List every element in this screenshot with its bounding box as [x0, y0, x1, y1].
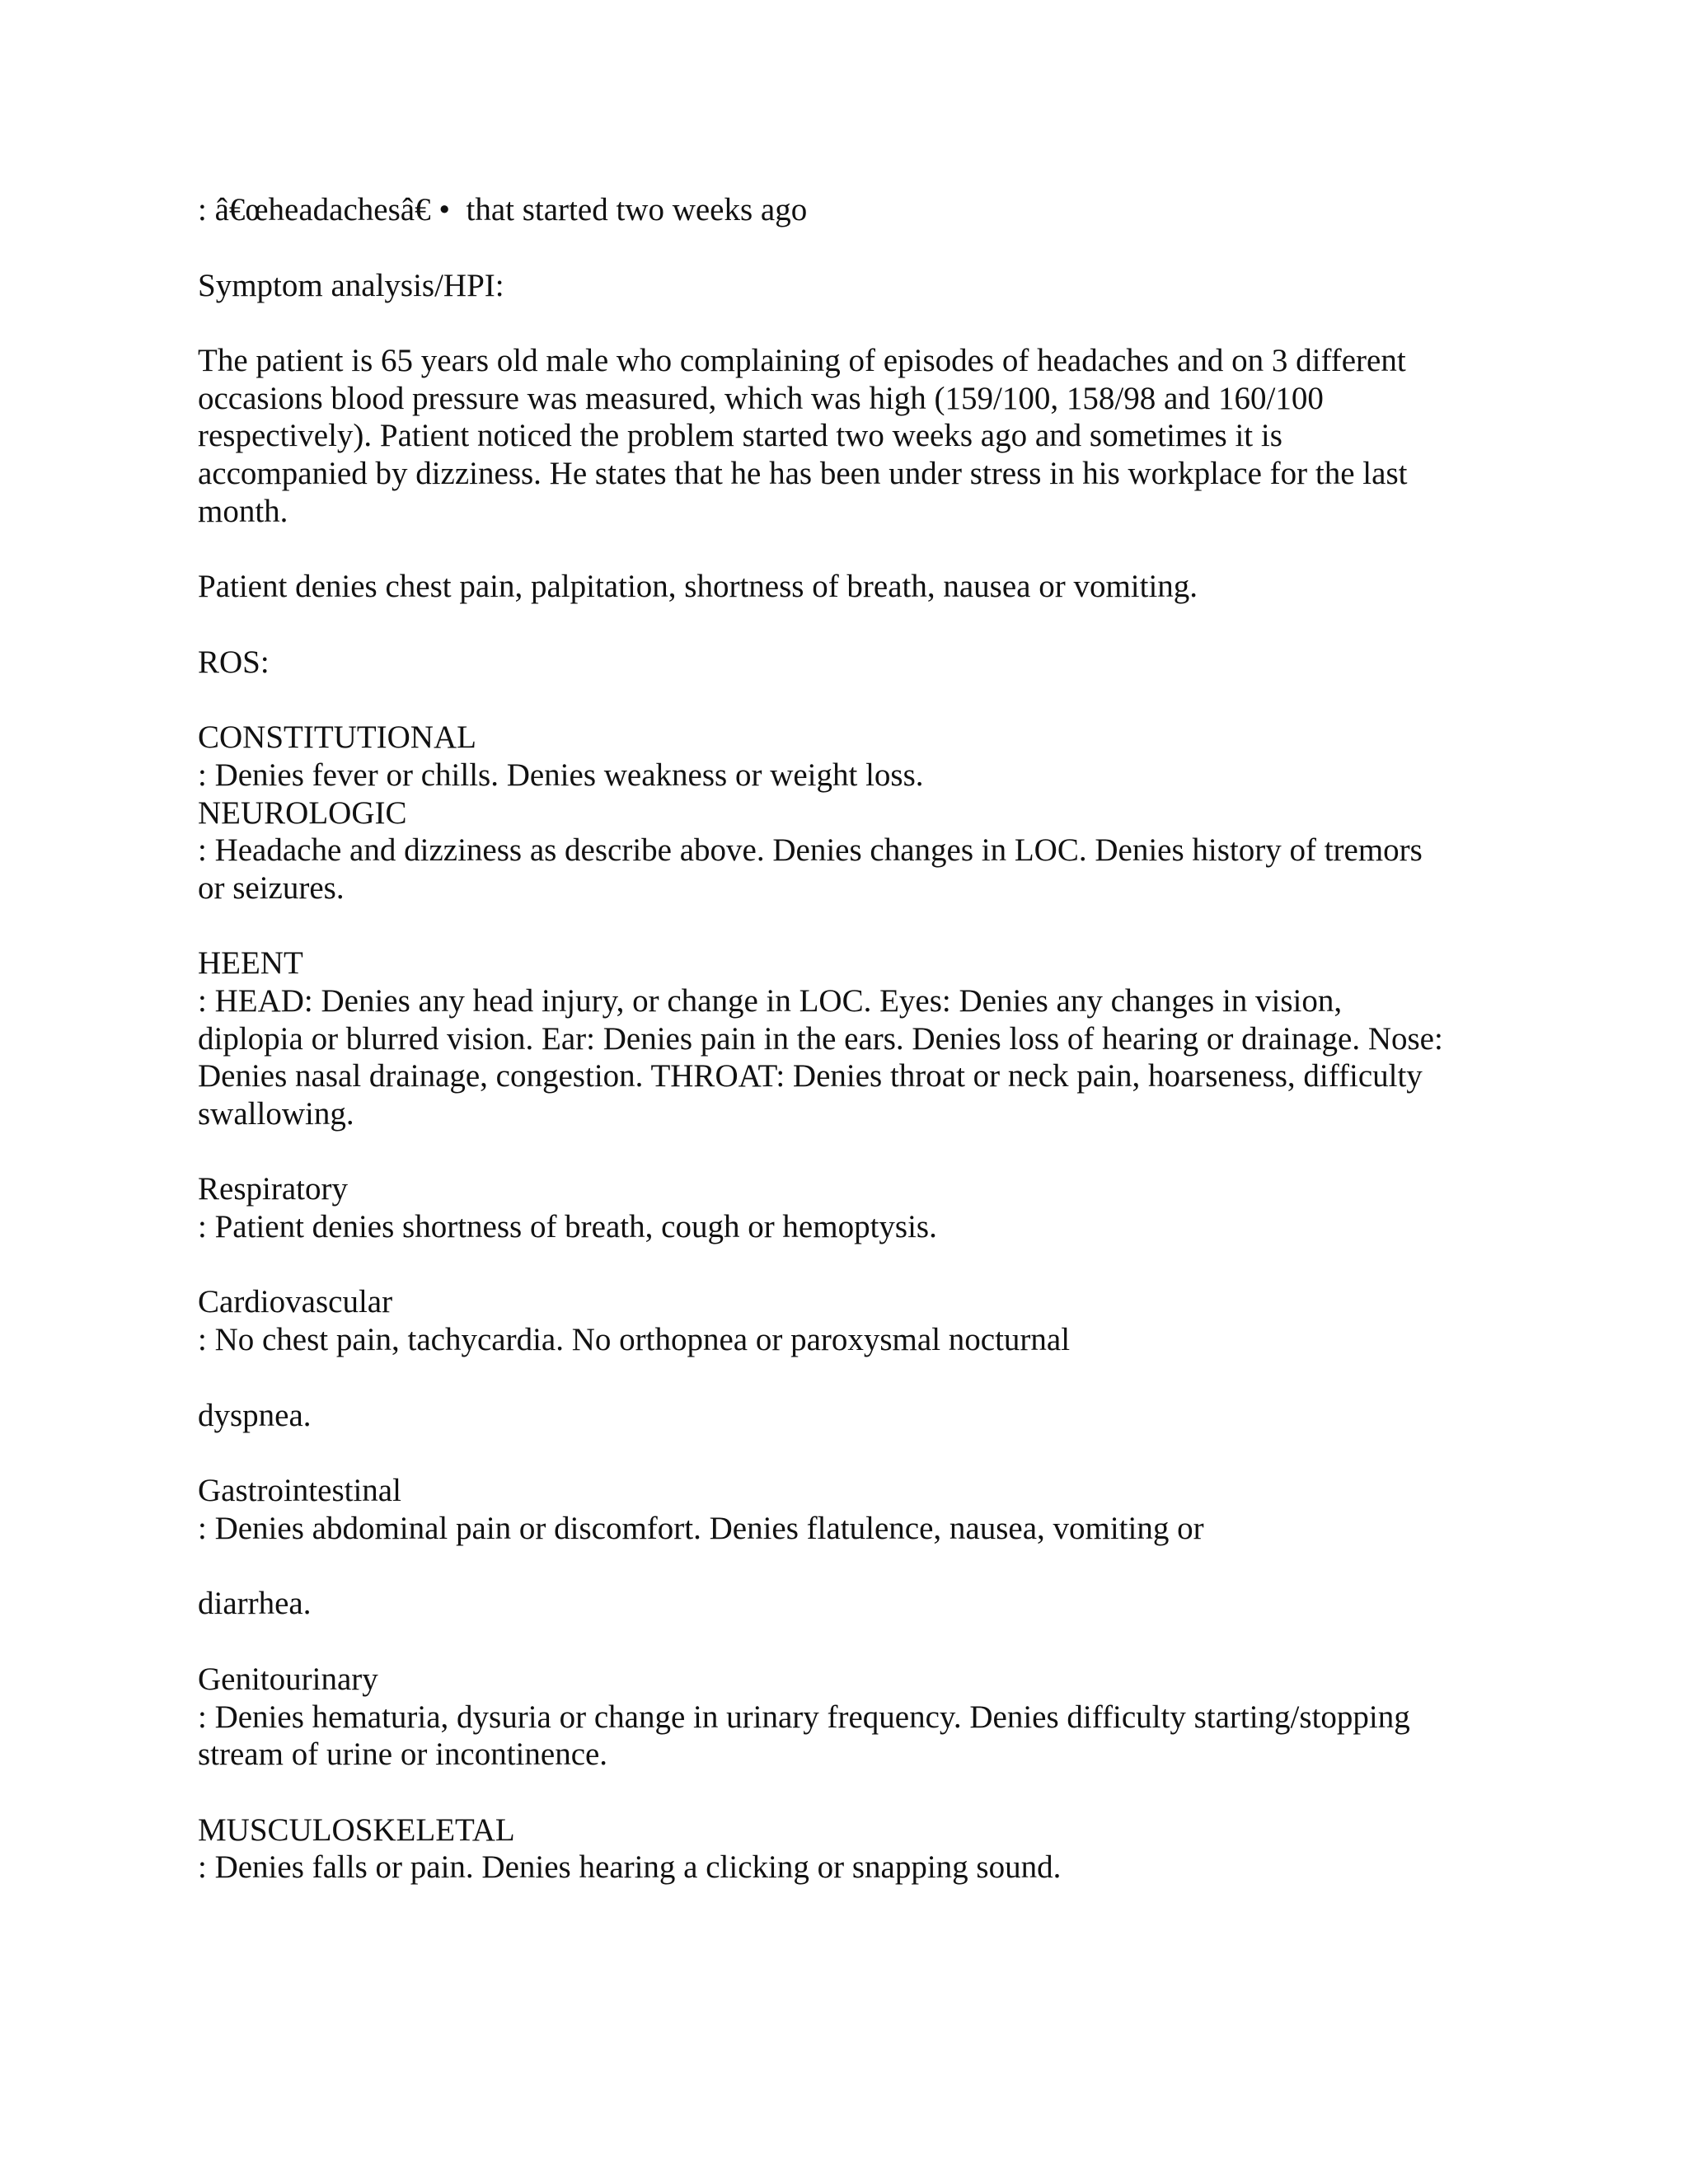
hpi-heading: [198, 267, 1517, 305]
chief-complaint-text: : â€œheadachesâ€ • that started two weeks ago: [198, 192, 808, 227]
section-line: : Headache and dizziness as describe above. Denies changes in LOC. Denies history of tremors: [198, 832, 1423, 869]
ros-section-heent: [198, 944, 1517, 1132]
continuation-line: dyspnea.: [198, 1397, 312, 1433]
hpi-line: The patient is 65 years old male who complaining of episodes of headaches and on 3 different: [198, 343, 1406, 379]
hpi-line: accompanied by dizziness. He states that he has been under stress in his workplace for the last: [198, 455, 1408, 491]
hpi-line: respectively). Patient noticed the problem started two weeks ago and sometimes it is: [198, 418, 1282, 454]
denies-paragraph: [198, 568, 1517, 606]
hpi-line: occasions blood pressure was measured, which was high (159/100, 158/98 and 160/100: [198, 380, 1324, 416]
section-heading: Gastrointestinal: [198, 1473, 401, 1509]
ros-heading: [198, 644, 1517, 682]
section-heading: CONSTITUTIONAL: [198, 719, 476, 756]
section-line: : Denies fever or chills. Denies weakness or weight loss.: [198, 757, 924, 793]
continuation-line: diarrhea.: [198, 1586, 312, 1622]
section-heading: MUSCULOSKELETAL: [198, 1811, 515, 1848]
hpi-line: month.: [198, 493, 288, 529]
section-heading: Cardiovascular: [198, 1284, 393, 1320]
ros-section-neurologic: [198, 794, 1517, 907]
hpi-heading-text: Symptom analysis/HPI:: [198, 267, 504, 303]
section-line: : Patient denies shortness of breath, cough or hemoptysis.: [198, 1208, 937, 1244]
section-heading: HEENT: [198, 945, 303, 982]
ros-section-gastrointestinal: [198, 1472, 1517, 1547]
section-heading: Respiratory: [198, 1171, 348, 1207]
hpi-paragraph: [198, 342, 1517, 530]
gastrointestinal-continuation: [198, 1585, 1517, 1623]
section-line: stream of urine or incontinence.: [198, 1736, 608, 1773]
section-line: : HEAD: Denies any head injury, or change in LOC. Eyes: Denies any changes in vision,: [198, 982, 1343, 1019]
section-line: : Denies falls or pain. Denies hearing a clicking or snapping sound.: [198, 1849, 1062, 1886]
section-line: or seizures.: [198, 869, 345, 906]
section-line: : No chest pain, tachycardia. No orthopnea or paroxysmal nocturnal: [198, 1322, 1071, 1358]
section-line: : Denies hematuria, dysuria or change in urinary frequency. Denies difficulty starting/stopping: [198, 1699, 1410, 1735]
ros-heading-text: ROS:: [198, 644, 270, 680]
section-line: swallowing.: [198, 1095, 354, 1132]
ros-section-cardiovascular: [198, 1283, 1517, 1358]
chief-complaint: [198, 191, 1517, 229]
section-heading: Genitourinary: [198, 1661, 378, 1698]
section-line: : Denies abdominal pain or discomfort. Denies flatulence, nausea, vomiting or: [198, 1510, 1204, 1546]
ros-section-respiratory: [198, 1170, 1517, 1245]
ros-section-genitourinary: [198, 1661, 1517, 1774]
ros-section-musculoskeletal: [198, 1811, 1517, 1886]
cardiovascular-continuation: [198, 1397, 1517, 1435]
section-line: Denies nasal drainage, congestion. THROAT: Denies throat or neck pain, hoarseness, difficulty: [198, 1058, 1423, 1094]
document-page: [198, 191, 1517, 1924]
section-line: diplopia or blurred vision. Ear: Denies pain in the ears. Denies loss of hearing or drainage. Nose:: [198, 1020, 1443, 1057]
denies-text: Patient denies chest pain, palpitation, shortness of breath, nausea or vomiting.: [198, 569, 1198, 605]
ros-section-constitutional: [198, 719, 1517, 794]
section-heading: NEUROLOGIC: [198, 794, 407, 831]
